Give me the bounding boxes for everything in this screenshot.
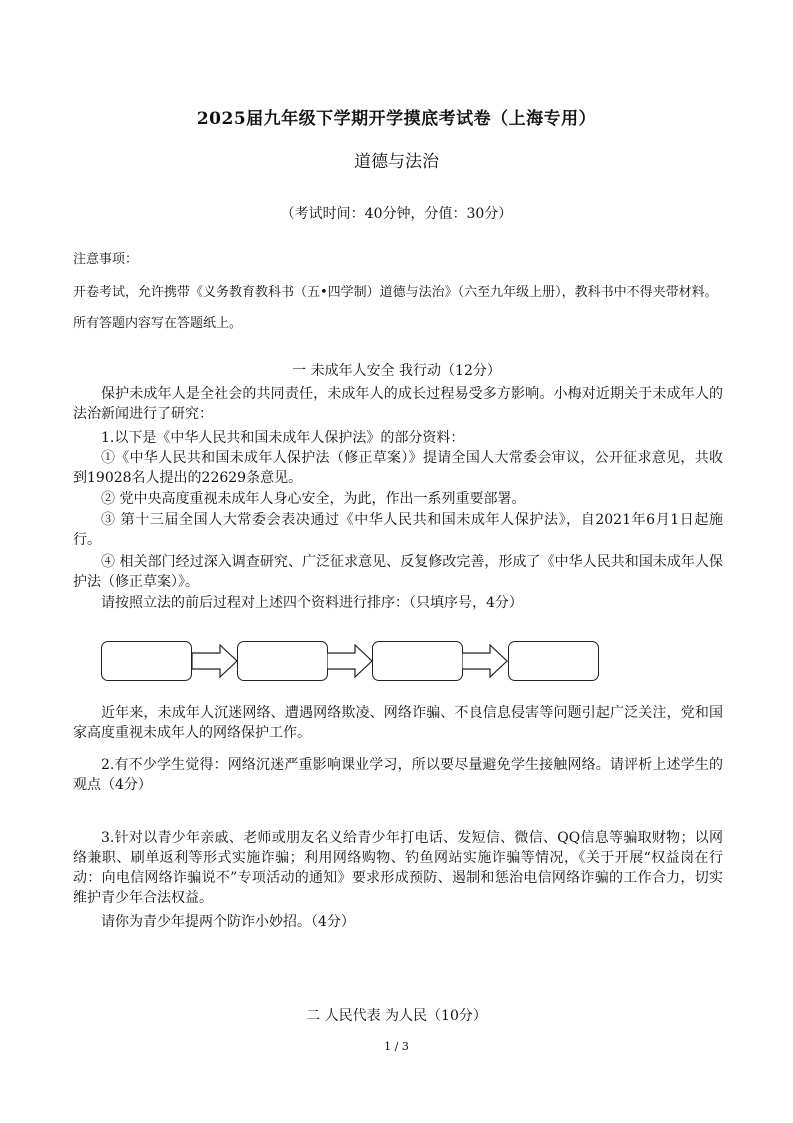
exam-title: 2025届九年级下学期开学摸底考试卷（上海专用） <box>196 109 597 129</box>
question-1-lead: 1.以下是《中华人民共和国未成年人保护法》的部分资料： <box>101 430 465 446</box>
question-3: 3.针对以青少年亲戚、老师或朋友名义给青少年打电话、发短信、微信、QQ信息等骗取财物；以网络兼职、刷单返利等形式实施诈骗；利用网络购物、钓鱼网站实施诈骗等情况，《关于开展“权益岗在行动：向电信网络诈骗说不”专项活动的通知》要求形成预防、遏制和惩治电信网络诈骗的工作合力，切实维护青少年合法权益。 <box>73 830 723 906</box>
question-3-ask: 请你为青少年提两个防诈小妙招。（4分） <box>101 914 355 930</box>
section-1-title: 一 未成年人安全 我行动（12分） <box>292 363 501 379</box>
material-3: ③ 第十三届全国人大常委会表决通过《中华人民共和国未成年人保护法》，自2021年6月1日起施行。 <box>73 512 723 548</box>
answer-box-2[interactable] <box>237 641 328 681</box>
context-paragraph-2: 近年来，未成年人沉迷网络、遭遇网络欺凌、网络诈骗、不良信息侵害等问题引起广泛关注，党和国家高度重视未成年人的网络保护工作。 <box>73 705 723 741</box>
exam-info: （考试时间：40分钟，分值：30分） <box>280 206 513 222</box>
subject-title: 道德与法治 <box>354 152 439 172</box>
page-number: 1 / 3 <box>384 1040 409 1053</box>
material-1: ①《中华人民共和国未成年人保护法（修正草案）》提请全国人大常委会审议，公开征求意见，共收到19028名人提出的22629条意见。 <box>73 450 723 486</box>
material-2: ② 党中央高度重视未成年人身心安全，为此，作出一系列重要部署。 <box>101 491 526 507</box>
arrow-right-icon <box>327 644 373 678</box>
answer-box-4[interactable] <box>508 641 599 681</box>
answer-box-1[interactable] <box>101 641 192 681</box>
question-1-ask: 请按照立法的前后过程对上述四个资料进行排序：（只填序号，4分） <box>101 595 523 611</box>
question-2: 2.有不少学生觉得：网络沉迷严重影响课业学习，所以要尽量避免学生接触网络。请评析上述学生的观点（4分） <box>73 757 723 793</box>
material-4: ④ 相关部门经过深入调查研究、广泛征求意见、反复修改完善，形成了《中华人民共和国未成年人保护法（修正草案）》。 <box>73 554 723 590</box>
arrow-right-icon <box>192 644 238 678</box>
section-2-title: 二 人民代表 为人民（10分） <box>306 1008 487 1024</box>
notice-text: 开卷考试，允许携带《义务教育教科书（五•四学制）道德与法治》（六至九年级上册），教科书中不得夹带材料。所有答题内容写在答题纸上。 <box>73 285 718 331</box>
answer-box-3[interactable] <box>372 641 463 681</box>
arrow-right-icon <box>462 644 508 678</box>
notice-heading: 注意事项： <box>73 252 139 267</box>
section-1-intro: 保护未成年人是全社会的共同责任，未成年人的成长过程易受多方影响。小梅对近期关于未成年人的法治新闻进行了研究： <box>73 386 723 422</box>
